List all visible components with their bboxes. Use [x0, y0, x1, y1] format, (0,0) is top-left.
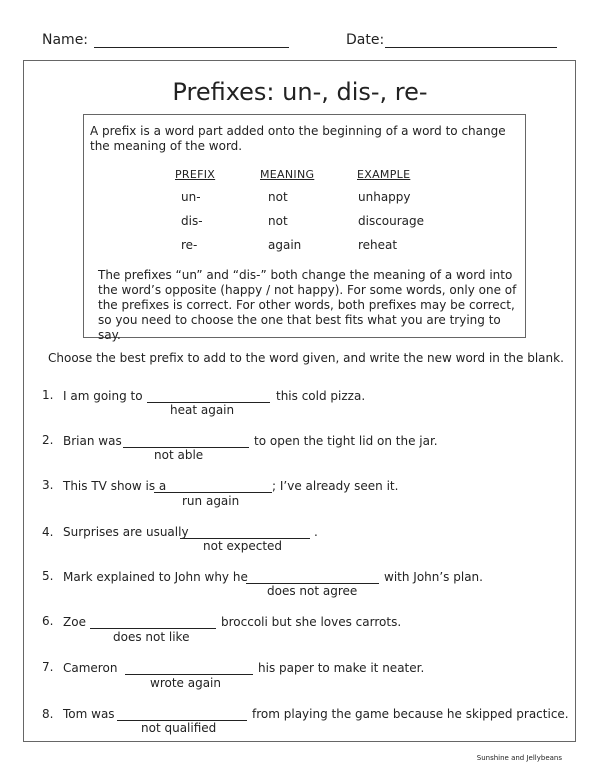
name-field[interactable]: [94, 47, 289, 48]
meaning-cell: again: [268, 238, 302, 252]
question-text-after: broccoli but she loves carrots.: [221, 615, 402, 629]
meaning-cell: not: [268, 214, 288, 228]
question-number: 1.: [42, 388, 54, 402]
question-number: 4.: [42, 525, 54, 539]
question-text-before: Tom was: [63, 707, 115, 721]
question-hint: heat again: [170, 403, 235, 417]
definition-intro: A prefix is a word part added onto the beginning of a word to change the meaning of the word.: [90, 124, 506, 153]
question-text-before: Mark explained to John why he: [63, 570, 248, 584]
question-number: 3.: [42, 478, 54, 492]
question-hint: run again: [182, 494, 240, 508]
question-hint: not able: [154, 448, 204, 462]
name-label: Name:: [42, 32, 89, 48]
column-header-prefix: PREFIX: [175, 168, 216, 181]
question-text-after: this cold pizza.: [276, 389, 366, 403]
question-text-before: Zoe: [63, 615, 86, 629]
question-hint: wrote again: [150, 676, 221, 690]
question-number: 8.: [42, 707, 54, 721]
question-text-before: I am going to: [63, 389, 143, 403]
question-hint: not qualified: [141, 721, 217, 735]
date-field[interactable]: [385, 47, 557, 48]
question-text-before: Cameron: [63, 661, 118, 675]
question-text-after: .: [314, 525, 318, 539]
example-cell: discourage: [358, 214, 425, 228]
prefix-cell: un-: [181, 190, 201, 204]
question-number: 6.: [42, 614, 54, 628]
question-number: 2.: [42, 433, 54, 447]
prefix-cell: dis-: [181, 214, 203, 228]
question-number: 5.: [42, 569, 54, 583]
question-text-after: to open the tight lid on the jar.: [254, 434, 438, 448]
instructions: Choose the best prefix to add to the word given, and write the new word in the blank.: [48, 351, 564, 365]
question-text-after: with John’s plan.: [384, 570, 483, 584]
page-title: Prefixes: un-, dis-, re-: [172, 78, 428, 106]
column-header-meaning: MEANING: [260, 168, 315, 181]
date-label: Date:: [346, 32, 385, 48]
question-text-before: Surprises are usually: [63, 525, 189, 539]
question-text-after: ; I’ve already seen it.: [272, 479, 399, 493]
question-hint: does not like: [113, 630, 190, 644]
question-text-before: Brian was: [63, 434, 122, 448]
answer-blank-7[interactable]: [125, 674, 253, 675]
footer-credit: Sunshine and Jellybeans: [476, 754, 562, 762]
definition-note: The prefixes “un” and “dis-” both change the meaning of a word into the word’s opposite (happy / not happy). For some words, only one of the prefixes is correct. For other words, both prefixes may be correct, so you need to choose the one that best fits what you are trying to say.: [98, 268, 517, 342]
example-cell: unhappy: [358, 190, 411, 204]
example-cell: reheat: [358, 238, 398, 252]
answer-blank-6[interactable]: [90, 628, 216, 629]
column-header-example: EXAMPLE: [357, 168, 411, 181]
question-number: 7.: [42, 660, 54, 674]
prefix-cell: re-: [181, 238, 198, 252]
answer-blank-3[interactable]: [154, 492, 272, 493]
meaning-cell: not: [268, 190, 288, 204]
question-hint: does not agree: [267, 584, 358, 598]
question-text-after: from playing the game because he skipped practice.: [252, 707, 569, 721]
question-hint: not expected: [203, 539, 283, 553]
question-text-after: his paper to make it neater.: [258, 661, 425, 675]
question-text-before: This TV show is a: [63, 479, 167, 493]
